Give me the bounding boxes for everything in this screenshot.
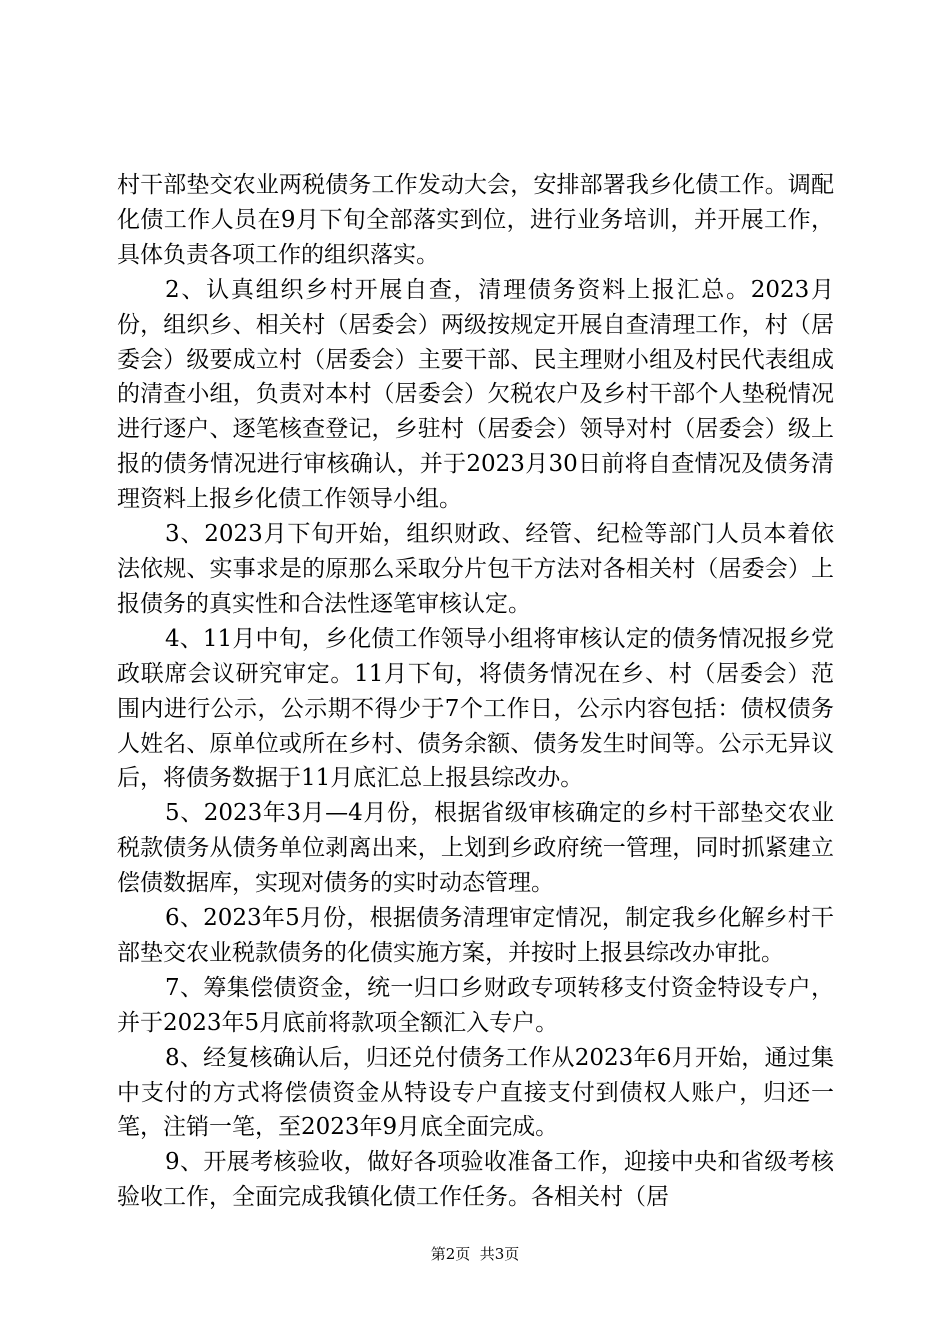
document-body — [117, 168, 834, 1215]
paragraph-item-8: 8、经复核确认后，归还兑付债务工作从2023年6月开始，通过集中支付的方式将偿债资金从特设专户直接支付到债权人账户，归还一笔，注销一笔，至2023年9月底全面完成。 — [117, 1044, 834, 1141]
paragraph-item-7: 7、筹集偿债资金，统一归口乡财政专项转移支付资金特设专户，并于2023年5月底前将款项全额汇入专户。 — [117, 974, 834, 1036]
paragraph-item-4: 4、11月中旬，乡化债工作领导小组将审核认定的债务情况报乡党政联席会议研究审定。11月下旬，将债务情况在乡、村（居委会）范围内进行公示，公示期不得少于7个工作日，公示内容包括：债权债务人姓名、原单位或所在乡村、债务余额、债务发生时间等。公示无异议后，将债务数据于11月底汇总上报县综改办。 — [117, 625, 834, 792]
paragraph-item-5: 5、2023年3月—4月份，根据省级审核确定的乡村干部垫交农业税款债务从债务单位剥离出来，上划到乡政府统一管理，同时抓紧建立偿债数据库，实现对债务的实时动态管理。 — [117, 800, 834, 897]
paragraph-item-9: 9、开展考核验收，做好各项验收准备工作，迎接中央和省级考核验收工作，全面完成我镇化债工作任务。各相关村（居 — [117, 1149, 834, 1211]
page-number-footer: 第2页 共3页 — [430, 1245, 520, 1263]
paragraph-item-6: 6、2023年5月份，根据债务清理审定情况，制定我乡化解乡村干部垫交农业税款债务的化债实施方案，并按时上报县综改办审批。 — [117, 905, 834, 966]
paragraph-continued: 村干部垫交农业两税债务工作发动大会，安排部署我乡化债工作。调配化债工作人员在9月下旬全部落实到位，进行业务培训，并开展工作，具体负责各项工作的组织落实。 — [117, 172, 834, 268]
paragraph-item-2: 2、认真组织乡村开展自查，清理债务资料上报汇总。2023月份，组织乡、相关村（居委会）两级按规定开展自查清理工作，村（居委会）级要成立村（居委会）主要干部、民主理财小组及村民代表组成的清查小组，负责对本村（居委会）欠税农户及乡村干部个人垫税情况进行逐户、逐笔核查登记，乡驻村（居委会）领导对村（居委会）级上报的债务情况进行审核确认，并于2023月30日前将自查情况及债务清理资料上报乡化债工作领导小组。 — [117, 276, 834, 513]
paragraph-item-3: 3、2023月下旬开始，组织财政、经管、纪检等部门人员本着依法依规、实事求是的原那么采取分片包干方法对各相关村（居委会）上报债务的真实性和合法性逐笔审核认定。 — [117, 521, 834, 617]
